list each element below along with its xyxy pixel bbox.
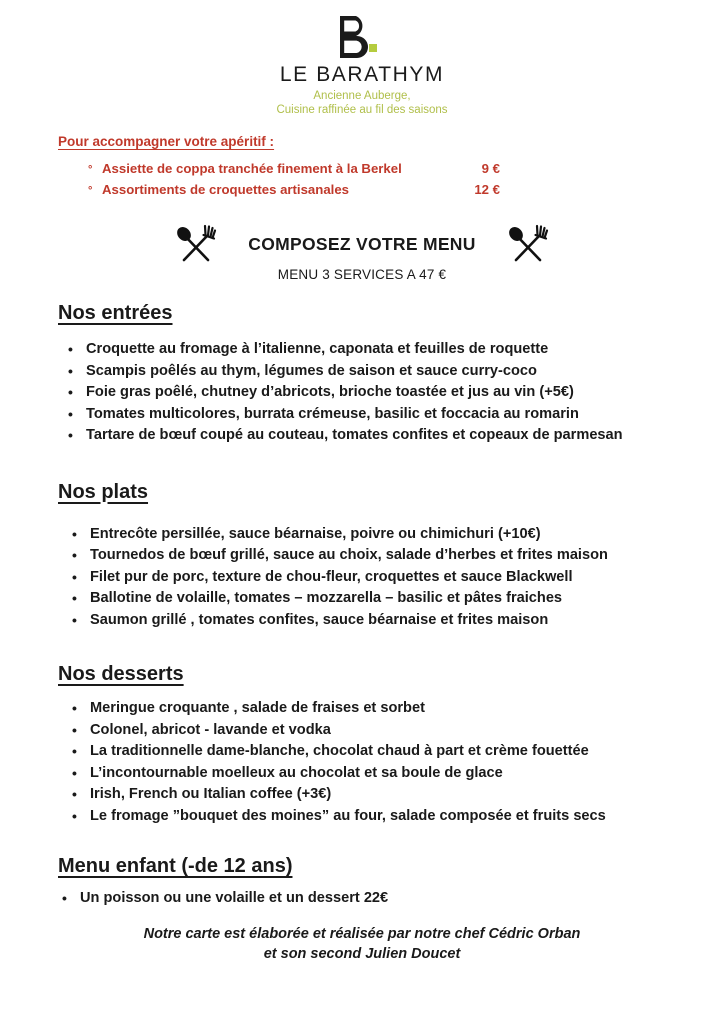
aperitif-section — [0, 133, 724, 201]
compose-menu-banner — [0, 223, 724, 265]
section-heading-desserts-text: Nos desserts — [58, 663, 184, 685]
brand-tagline-line2: Cuisine raffinée au fil des saisons — [276, 103, 448, 116]
section-plats — [0, 481, 724, 632]
dish-item: • Tartare de bœuf coupé au couteau, tomates confites et copeaux de parmesan — [68, 425, 724, 447]
crossed-spoon-fork-icon — [174, 223, 218, 265]
dish-list-desserts — [0, 698, 724, 827]
dish-item: • Croquette au fromage à l’italienne, caponata et feuilles de roquette — [68, 339, 724, 361]
dish-item: • L’incontournable moelleux au chocolat et sa boule de glace — [72, 763, 724, 785]
aperitif-item-label: Assortiments de croquettes artisanales — [102, 182, 349, 197]
aperitif-item-list — [58, 159, 724, 201]
section-heading-entrees-text: Nos entrées — [58, 302, 173, 324]
dish-item: • Ballotine de volaille, tomates – mozzarella – basilic et pâtes fraiches — [72, 588, 724, 610]
crossed-spoon-fork-icon — [506, 223, 550, 265]
section-entrees — [0, 302, 724, 447]
dish-list-entrees — [0, 339, 724, 447]
brand-wordmark: LE BARATHYM — [279, 63, 445, 86]
compose-menu-title: COMPOSEZ VOTRE MENU — [248, 233, 476, 254]
aperitif-item-price: 9 € — [481, 161, 500, 176]
dish-item: • Un poisson ou une volaille et un dessert 22€ — [62, 888, 724, 910]
dish-item: • Saumon grillé , tomates confites, sauce béarnaise et frites maison — [72, 610, 724, 632]
section-heading-menu-enfant — [0, 855, 724, 878]
chef-credit-line1: Notre carte est élaborée et réalisée par notre chef Cédric Orban — [143, 925, 581, 942]
dish-item: • Entrecôte persillée, sauce béarnaise, poivre ou chimichuri (+10€) — [72, 524, 724, 546]
dish-list-menu-enfant — [0, 888, 724, 910]
aperitif-item — [88, 180, 500, 201]
dish-item: • Irish, French ou Italian coffee (+3€) — [72, 784, 724, 806]
menu-header — [0, 0, 724, 117]
chef-credit-line2: et son second Julien Doucet — [263, 945, 461, 962]
aperitif-item-label: Assiette de coppa tranchée finement à la Berkel — [102, 161, 402, 176]
degree-bullet-icon: ° — [88, 164, 93, 176]
aperitif-item — [88, 159, 500, 180]
aperitif-heading: Pour accompagner votre apéritif : — [58, 134, 275, 149]
degree-bullet-icon: ° — [88, 185, 93, 197]
dish-item: • Tournedos de bœuf grillé, sauce au choix, salade d’herbes et frites maison — [72, 545, 724, 567]
brand-tagline-line1: Ancienne Auberge, — [313, 90, 411, 102]
dish-item: • La traditionnelle dame-blanche, chocolat chaud à part et crème fouettée — [72, 741, 724, 763]
dish-list-plats — [0, 524, 724, 632]
dish-item: • Colonel, abricot - lavande et vodka — [72, 720, 724, 742]
aperitif-item-price: 12 € — [474, 182, 500, 197]
section-heading-plats — [0, 481, 724, 504]
letter-b-logo-icon — [332, 14, 392, 60]
section-heading-entrees — [0, 302, 724, 325]
chef-credit — [0, 924, 724, 964]
section-heading-plats-text: Nos plats — [58, 480, 149, 503]
dish-item: • Foie gras poêlé, chutney d’abricots, brioche toastée et jus au vin (+5€) — [68, 382, 724, 404]
brand-tagline — [0, 90, 724, 117]
section-menu-enfant — [0, 855, 724, 910]
compose-menu-price: MENU 3 SERVICES A 47 € — [277, 267, 447, 282]
dish-item: • Le fromage ”bouquet des moines” au four, salade composée et fruits secs — [72, 806, 724, 828]
dish-item: • Meringue croquante , salade de fraises et sorbet — [72, 698, 724, 720]
section-heading-desserts — [0, 663, 724, 686]
section-desserts — [0, 663, 724, 827]
dish-item: • Filet pur de porc, texture de chou-fleur, croquettes et sauce Blackwell — [72, 567, 724, 589]
dish-item: • Tomates multicolores, burrata crémeuse, basilic et foccacia au romarin — [68, 404, 724, 426]
dish-item: • Scampis poêlés au thym, légumes de saison et sauce curry-coco — [68, 361, 724, 383]
section-heading-menu-enfant-text: Menu enfant (-de 12 ans) — [58, 855, 293, 877]
